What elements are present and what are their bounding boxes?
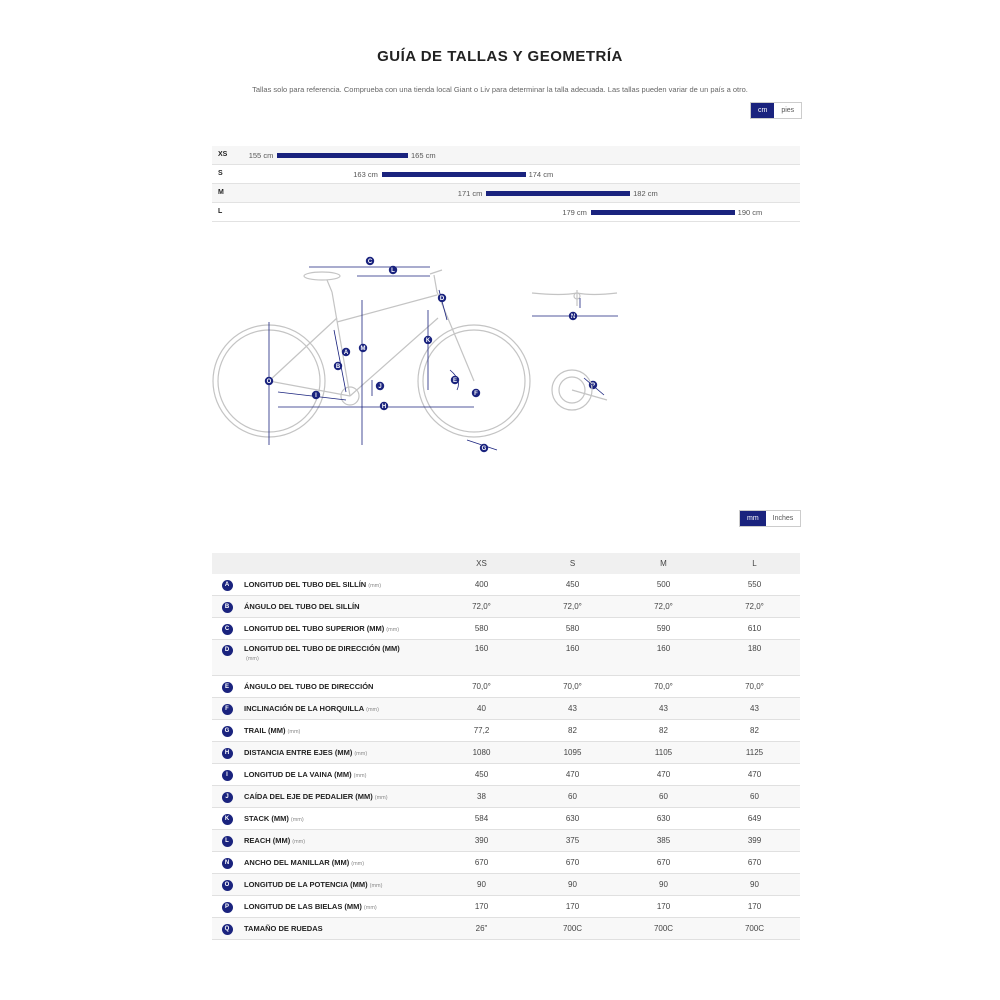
measurement-value: 610 (709, 618, 800, 640)
geometry-row-i (212, 764, 800, 786)
unit-ft-button[interactable]: pies (774, 103, 801, 118)
row-letter-badge: A (222, 580, 233, 591)
size-header: XS (436, 553, 527, 574)
measurement-value: 72,0° (436, 596, 527, 618)
measurement-unit: (mm) (287, 729, 301, 735)
measurement-unit: (mm) (290, 817, 304, 823)
size-max-height: 182 cm (633, 189, 658, 198)
measurement-value: 60 (709, 786, 800, 808)
measurement-value: 375 (527, 830, 618, 852)
marker-h: H (381, 404, 387, 410)
measurement-value: 160 (436, 640, 527, 676)
row-letter-badge: C (222, 624, 233, 635)
measurement-value: 70,0° (527, 676, 618, 698)
measurement-value: 180 (709, 640, 800, 676)
size-label: XS (218, 151, 228, 158)
row-letter-badge: B (222, 602, 233, 613)
measurement-value: 450 (527, 574, 618, 596)
measurement-value: 700C (709, 918, 800, 940)
size-header: S (527, 553, 618, 574)
measurement-unit: (mm) (354, 751, 368, 757)
measurement-name: STACK (MM) (mm) (242, 808, 436, 830)
geometry-table (212, 553, 800, 940)
measurement-value: 43 (709, 698, 800, 720)
measurement-value: 38 (436, 786, 527, 808)
measurement-value: 630 (618, 808, 709, 830)
measurement-name: LONGITUD DE LAS BIELAS (MM) (mm) (242, 896, 436, 918)
measurement-value: 385 (618, 830, 709, 852)
row-letter-badge: D (222, 645, 233, 656)
marker-f: F (474, 391, 478, 397)
measurement-value: 90 (618, 874, 709, 896)
measurement-name: REACH (MM) (mm) (242, 830, 436, 852)
measurement-name: LONGITUD DE LA POTENCIA (MM) (mm) (242, 874, 436, 896)
measurement-value: 70,0° (618, 676, 709, 698)
measurement-unit: (mm) (369, 883, 383, 889)
measurement-value: 670 (436, 852, 527, 874)
size-label: M (218, 189, 224, 196)
geometry-row-c (212, 618, 800, 640)
measurement-value: 580 (436, 618, 527, 640)
measurement-value: 170 (527, 896, 618, 918)
size-row (212, 165, 800, 184)
measurement-unit: (mm) (363, 905, 377, 911)
size-height-bar (382, 172, 526, 177)
measurement-name: ÁNGULO DEL TUBO DE DIRECCIÓN (242, 676, 436, 698)
measurement-name: INCLINACIÓN DE LA HORQUILLA (mm) (242, 698, 436, 720)
measurement-value: 170 (709, 896, 800, 918)
measurement-value: 170 (436, 896, 527, 918)
row-letter-badge: F (222, 704, 233, 715)
measurement-value: 700C (527, 918, 618, 940)
measurement-value: 590 (618, 618, 709, 640)
marker-i: I (315, 393, 317, 399)
size-height-bar (277, 153, 408, 158)
measurement-unit: (mm) (386, 627, 400, 633)
measurement-value: 400 (436, 574, 527, 596)
geometry-row-p (212, 896, 800, 918)
measurement-name: DISTANCIA ENTRE EJES (MM) (mm) (242, 742, 436, 764)
size-note: Tallas solo para referencia. Comprueba con una tienda local Giant o Liv para determinar la talla adecuada. Las tallas pueden variar de un país a otro. (252, 85, 748, 94)
page-title: GUÍA DE TALLAS Y GEOMETRÍA (377, 48, 623, 65)
row-letter-badge: J (222, 792, 233, 803)
measurement-value: 40 (436, 698, 527, 720)
row-letter-badge: E (222, 682, 233, 693)
unit-cm-button[interactable]: cm (751, 103, 774, 118)
size-min-height: 163 cm (353, 170, 378, 179)
measurement-value: 160 (618, 640, 709, 676)
measurement-value: 700C (618, 918, 709, 940)
row-letter-badge: H (222, 748, 233, 759)
size-height-bar (486, 191, 630, 196)
geometry-row-q (212, 918, 800, 940)
geometry-row-j (212, 786, 800, 808)
measurement-value: 1125 (709, 742, 800, 764)
marker-o: O (266, 379, 272, 385)
row-letter-badge: Q (222, 924, 233, 935)
geometry-row-f (212, 698, 800, 720)
measurement-value: 170 (618, 896, 709, 918)
measurement-value: 1080 (436, 742, 527, 764)
marker-j: J (378, 384, 382, 390)
measurement-name: TAMAÑO DE RUEDAS (242, 918, 436, 940)
measurement-name: LONGITUD DEL TUBO DE DIRECCIÓN (MM) (mm) (242, 640, 436, 676)
measurement-value: 670 (709, 852, 800, 874)
measurement-value: 470 (709, 764, 800, 786)
geometry-row-d (212, 640, 800, 676)
measurement-name: ÁNGULO DEL TUBO DEL SILLÍN (242, 596, 436, 618)
row-letter-badge: K (222, 814, 233, 825)
geometry-row-l (212, 830, 800, 852)
measurement-name: LONGITUD DE LA VAINA (MM) (mm) (242, 764, 436, 786)
measurement-name: TRAIL (MM) (mm) (242, 720, 436, 742)
marker-d: D (439, 296, 445, 302)
measurement-value: 470 (618, 764, 709, 786)
measurement-value: 82 (527, 720, 618, 742)
row-letter-badge: G (222, 726, 233, 737)
measurement-value: 450 (436, 764, 527, 786)
geometry-row-a (212, 574, 800, 596)
size-min-height: 179 cm (562, 208, 587, 217)
geometry-header-row (212, 553, 800, 574)
measurement-value: 72,0° (618, 596, 709, 618)
measurement-unit: (mm) (353, 773, 367, 779)
measurement-value: 90 (436, 874, 527, 896)
unit-inches-button[interactable]: Inches (766, 511, 801, 526)
size-min-height: 171 cm (457, 189, 483, 198)
height-unit-toggle (750, 102, 802, 119)
measurement-value: 82 (618, 720, 709, 742)
measurement-value: 82 (709, 720, 800, 742)
measurement-name: ANCHO DEL MANILLAR (MM) (mm) (242, 852, 436, 874)
measurement-value: 90 (709, 874, 800, 896)
geometry-row-h (212, 742, 800, 764)
measurement-value: 70,0° (709, 676, 800, 698)
marker-c: C (367, 259, 373, 265)
size-max-height: 174 cm (528, 170, 554, 179)
measurement-value: 70,0° (436, 676, 527, 698)
geometry-row-b (212, 596, 800, 618)
size-header: L (709, 553, 800, 574)
measurement-value: 1105 (618, 742, 709, 764)
measurement-value: 72,0° (709, 596, 800, 618)
measurement-value: 72,0° (527, 596, 618, 618)
geometry-unit-toggle (739, 510, 801, 527)
row-letter-badge: N (222, 858, 233, 869)
measurement-unit: (mm) (292, 839, 306, 845)
row-letter-badge: O (222, 880, 233, 891)
marker-b: B (335, 364, 341, 370)
row-letter-badge: I (222, 770, 233, 781)
geometry-row-g (212, 720, 800, 742)
geometry-row-e (212, 676, 800, 698)
size-row (212, 146, 800, 165)
measurement-value: 77,2 (436, 720, 527, 742)
measurement-value: 580 (527, 618, 618, 640)
marker-n: N (570, 314, 576, 320)
measurement-value: 90 (527, 874, 618, 896)
measurement-value: 649 (709, 808, 800, 830)
measurement-value: 670 (527, 852, 618, 874)
measurement-value: 550 (709, 574, 800, 596)
measurement-unit: (mm) (246, 656, 259, 662)
measurement-value: 399 (709, 830, 800, 852)
size-height-bar (591, 210, 735, 215)
size-row (212, 184, 800, 203)
rider-height-chart (212, 146, 800, 222)
marker-k: K (425, 338, 431, 344)
row-letter-badge: P (222, 902, 233, 913)
measurement-name: CAÍDA DEL EJE DE PEDALIER (MM) (mm) (242, 786, 436, 808)
measurement-value: 26" (436, 918, 527, 940)
marker-a: A (343, 350, 349, 356)
measurement-value: 43 (618, 698, 709, 720)
size-header: M (618, 553, 709, 574)
size-max-height: 190 cm (737, 208, 763, 217)
measurement-name: LONGITUD DEL TUBO DEL SILLÍN (mm) (242, 574, 436, 596)
size-row (212, 203, 800, 222)
measurement-value: 160 (527, 640, 618, 676)
measurement-unit: (mm) (366, 707, 379, 713)
bike-geometry-diagram (212, 240, 632, 460)
marker-m: M (360, 346, 366, 352)
marker-e: E (452, 378, 458, 384)
geometry-row-k (212, 808, 800, 830)
size-max-height: 165 cm (411, 151, 436, 160)
measurement-value: 390 (436, 830, 527, 852)
geometry-row-o (212, 874, 800, 896)
measurement-value: 60 (618, 786, 709, 808)
measurement-value: 60 (527, 786, 618, 808)
measurement-name: LONGITUD DEL TUBO SUPERIOR (MM) (mm) (242, 618, 436, 640)
marker-p: P (590, 383, 596, 389)
size-label: L (218, 208, 223, 215)
marker-g: G (481, 446, 487, 452)
measurement-value: 43 (527, 698, 618, 720)
marker-l: L (391, 268, 395, 274)
measurement-value: 630 (527, 808, 618, 830)
measurement-value: 500 (618, 574, 709, 596)
row-letter-badge: L (222, 836, 233, 847)
measurement-value: 584 (436, 808, 527, 830)
size-label: S (218, 170, 223, 177)
measurement-unit: (mm) (368, 583, 382, 589)
unit-mm-button[interactable]: mm (740, 511, 766, 526)
measurement-unit: (mm) (351, 861, 365, 867)
measurement-unit: (mm) (374, 795, 388, 801)
measurement-value: 1095 (527, 742, 618, 764)
measurement-value: 470 (527, 764, 618, 786)
size-min-height: 155 cm (248, 151, 274, 160)
measurement-value: 670 (618, 852, 709, 874)
geometry-row-n (212, 852, 800, 874)
